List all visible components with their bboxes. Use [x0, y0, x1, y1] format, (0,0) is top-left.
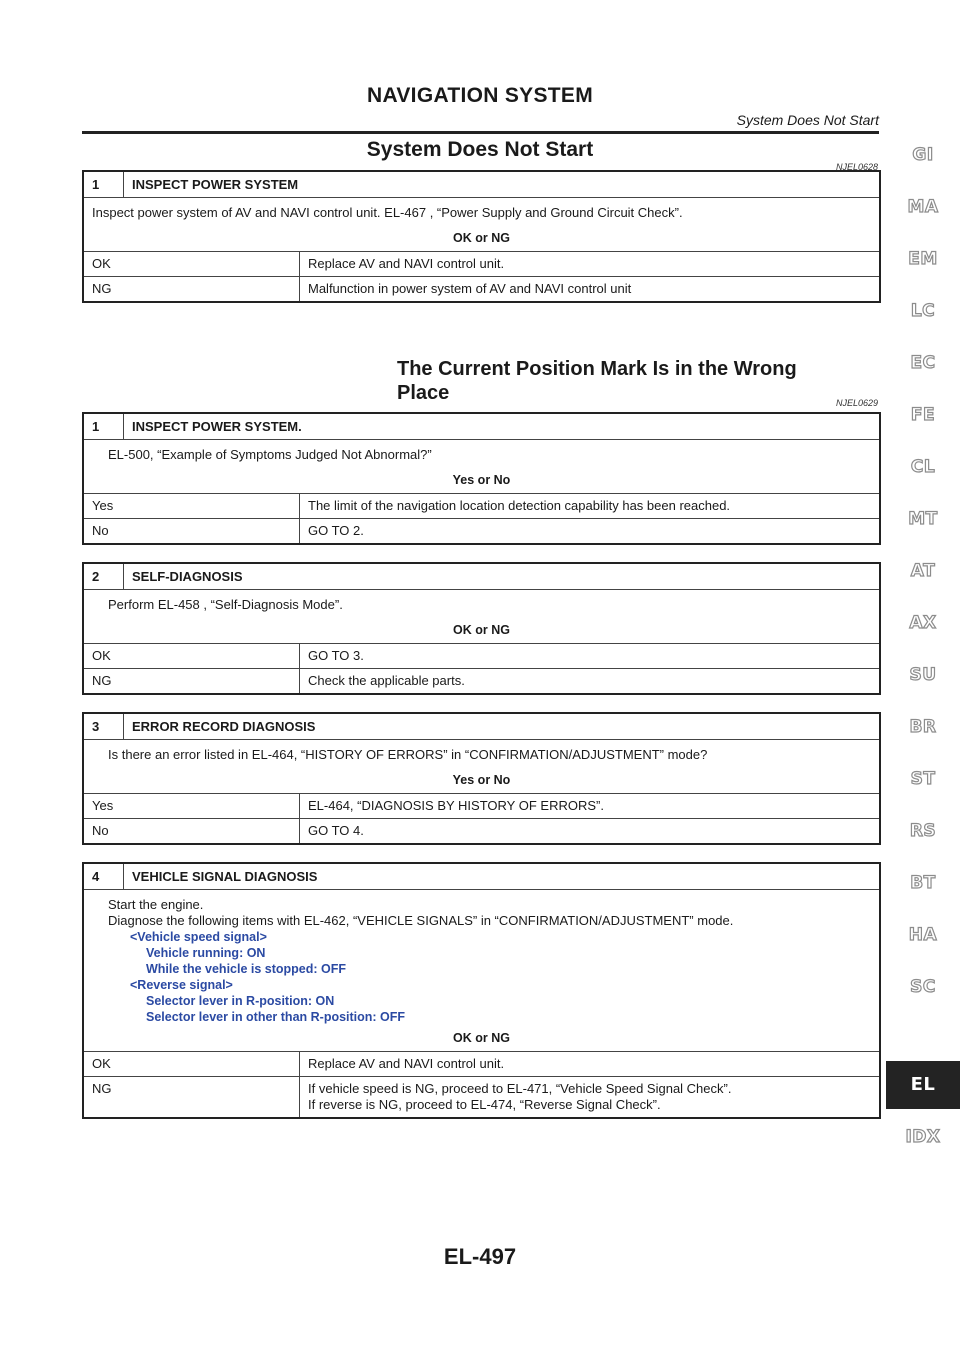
option-text: GO TO 4.	[308, 823, 364, 838]
section-tab-su[interactable]: SU	[909, 665, 937, 685]
section-tab-st[interactable]: ST	[910, 769, 936, 789]
step-number: 1	[84, 414, 124, 439]
section-tab-cl[interactable]: CL	[910, 457, 936, 477]
section-tab-lc[interactable]: LC	[910, 301, 936, 321]
step-decision: OK or NG	[453, 1031, 510, 1045]
step-number: 3	[84, 714, 124, 739]
option-label: OK	[84, 252, 300, 276]
section-code: NJEL0628	[835, 162, 878, 172]
step-decision: OK or NG	[453, 231, 510, 245]
section-tab-ax[interactable]: AX	[909, 613, 937, 633]
step-option-row	[84, 643, 879, 668]
step-instructions: Inspect power system of AV and NAVI control unit. EL-467 , “Power Supply and Ground Circuit Check”.	[92, 205, 683, 220]
page-number: EL-497	[443, 1244, 517, 1269]
section-tab-mt[interactable]: MT	[908, 509, 938, 529]
step-title: SELF-DIAGNOSIS	[132, 569, 243, 584]
step-decision: Yes or No	[452, 773, 511, 787]
page-header-subtitle: System Does Not Start	[736, 112, 879, 128]
option-label: Yes	[84, 494, 300, 518]
instruction-line: Start the engine.	[108, 897, 204, 912]
option-text: Replace AV and NAVI control unit.	[308, 1056, 505, 1071]
step-option-row	[84, 518, 879, 543]
step-title: ERROR RECORD DIAGNOSIS	[132, 719, 316, 734]
page-header-title: NAVIGATION SYSTEM	[367, 84, 593, 107]
step-instructions: EL-500, “Example of Symptoms Judged Not Abnormal?”	[108, 447, 432, 462]
step-option-row	[84, 668, 879, 693]
step-decision: OK or NG	[453, 623, 510, 637]
signal-item: While the vehicle is stopped: OFF	[146, 962, 347, 976]
step-header	[84, 414, 879, 440]
signal-item: Selector lever in R-position: ON	[146, 994, 335, 1008]
option-label: OK	[84, 1052, 300, 1076]
section-tab-ha[interactable]: HA	[908, 925, 938, 945]
step-option-row	[84, 1051, 879, 1076]
diagnosis-step-box	[82, 862, 881, 1119]
instruction-line: Diagnose the following items with EL-462, “VEHICLE SIGNALS” in “CONFIRMATION/ADJUSTMENT” mode.	[108, 913, 734, 928]
section-tab-ma[interactable]: MA	[907, 197, 939, 217]
step-instructions: Perform EL-458 , “Self-Diagnosis Mode”.	[108, 597, 343, 612]
step-header	[84, 714, 879, 740]
step-number: 1	[84, 172, 124, 197]
section-code: NJEL0629	[835, 398, 878, 408]
step-header	[84, 172, 879, 198]
diagnosis-step-box	[82, 562, 881, 695]
section-tab-br[interactable]: BR	[909, 717, 937, 737]
step-option-row	[84, 818, 879, 843]
section-tab-em[interactable]: EM	[908, 249, 938, 269]
section-tab-sc[interactable]: SC	[910, 977, 936, 997]
section-tab-bt[interactable]: BT	[910, 873, 936, 893]
section-tab-gi[interactable]: GI	[912, 145, 934, 165]
step-header	[84, 564, 879, 590]
header-divider	[82, 131, 879, 134]
section-tab-fe[interactable]: FE	[910, 405, 936, 425]
option-label: No	[84, 819, 300, 843]
option-text: EL-464, “DIAGNOSIS BY HISTORY OF ERRORS”.	[308, 798, 604, 813]
diagnosis-step-box	[82, 712, 881, 845]
option-label: OK	[84, 644, 300, 668]
step-decision: Yes or No	[452, 473, 511, 487]
option-text: Check the applicable parts.	[308, 673, 465, 688]
step-instructions: Is there an error listed in EL-464, “HISTORY OF ERRORS” in “CONFIRMATION/ADJUSTMENT” mode?	[108, 747, 708, 762]
diagnosis-step-box	[82, 170, 881, 303]
option-label: NG	[84, 277, 300, 301]
section-tab-rs[interactable]: RS	[909, 821, 937, 841]
step-title: INSPECT POWER SYSTEM	[132, 177, 299, 192]
signal-item: Selector lever in other than R-position: OFF	[146, 1010, 406, 1024]
option-label: NG	[84, 669, 300, 693]
option-text: Replace AV and NAVI control unit.	[308, 256, 505, 271]
step-option-row	[84, 1076, 879, 1117]
signal-item: Vehicle running: ON	[146, 946, 266, 960]
step-title: INSPECT POWER SYSTEM.	[132, 419, 302, 434]
section-title-position-mark-line1: The Current Position Mark Is in the Wrong	[397, 358, 797, 380]
diagnosis-step-box	[82, 412, 881, 545]
step-option-row	[84, 793, 879, 818]
section-title-position-mark-line2: Place	[397, 382, 450, 404]
section-tab-idx[interactable]: IDX	[905, 1127, 941, 1147]
option-label: No	[84, 519, 300, 543]
option-text-line: If vehicle speed is NG, proceed to EL-471, “Vehicle Speed Signal Check”.	[308, 1081, 732, 1096]
step-option-row	[84, 251, 879, 276]
option-text: GO TO 2.	[308, 523, 364, 538]
step-number: 4	[84, 864, 124, 889]
section-title-system-does-not-start: System Does Not Start	[366, 138, 594, 161]
option-text-line: If reverse is NG, proceed to EL-474, “Reverse Signal Check”.	[308, 1097, 661, 1112]
option-text	[300, 1077, 879, 1117]
step-header	[84, 864, 879, 890]
option-text: Malfunction in power system of AV and NAVI control unit	[308, 281, 632, 296]
option-text: The limit of the navigation location detection capability has been reached.	[308, 498, 731, 513]
option-label: Yes	[84, 794, 300, 818]
option-label: NG	[84, 1077, 300, 1117]
option-text: GO TO 3.	[308, 648, 364, 663]
step-title: VEHICLE SIGNAL DIAGNOSIS	[132, 869, 318, 884]
signal-heading: <Vehicle speed signal>	[130, 930, 267, 944]
step-option-row	[84, 276, 879, 301]
section-tab-at[interactable]: AT	[910, 561, 936, 581]
step-number: 2	[84, 564, 124, 589]
section-tab-el-active[interactable]: EL	[886, 1061, 960, 1109]
step-option-row	[84, 493, 879, 518]
section-tab-ec[interactable]: EC	[910, 353, 936, 373]
signal-heading: <Reverse signal>	[130, 978, 233, 992]
step-instructions	[84, 890, 879, 1027]
